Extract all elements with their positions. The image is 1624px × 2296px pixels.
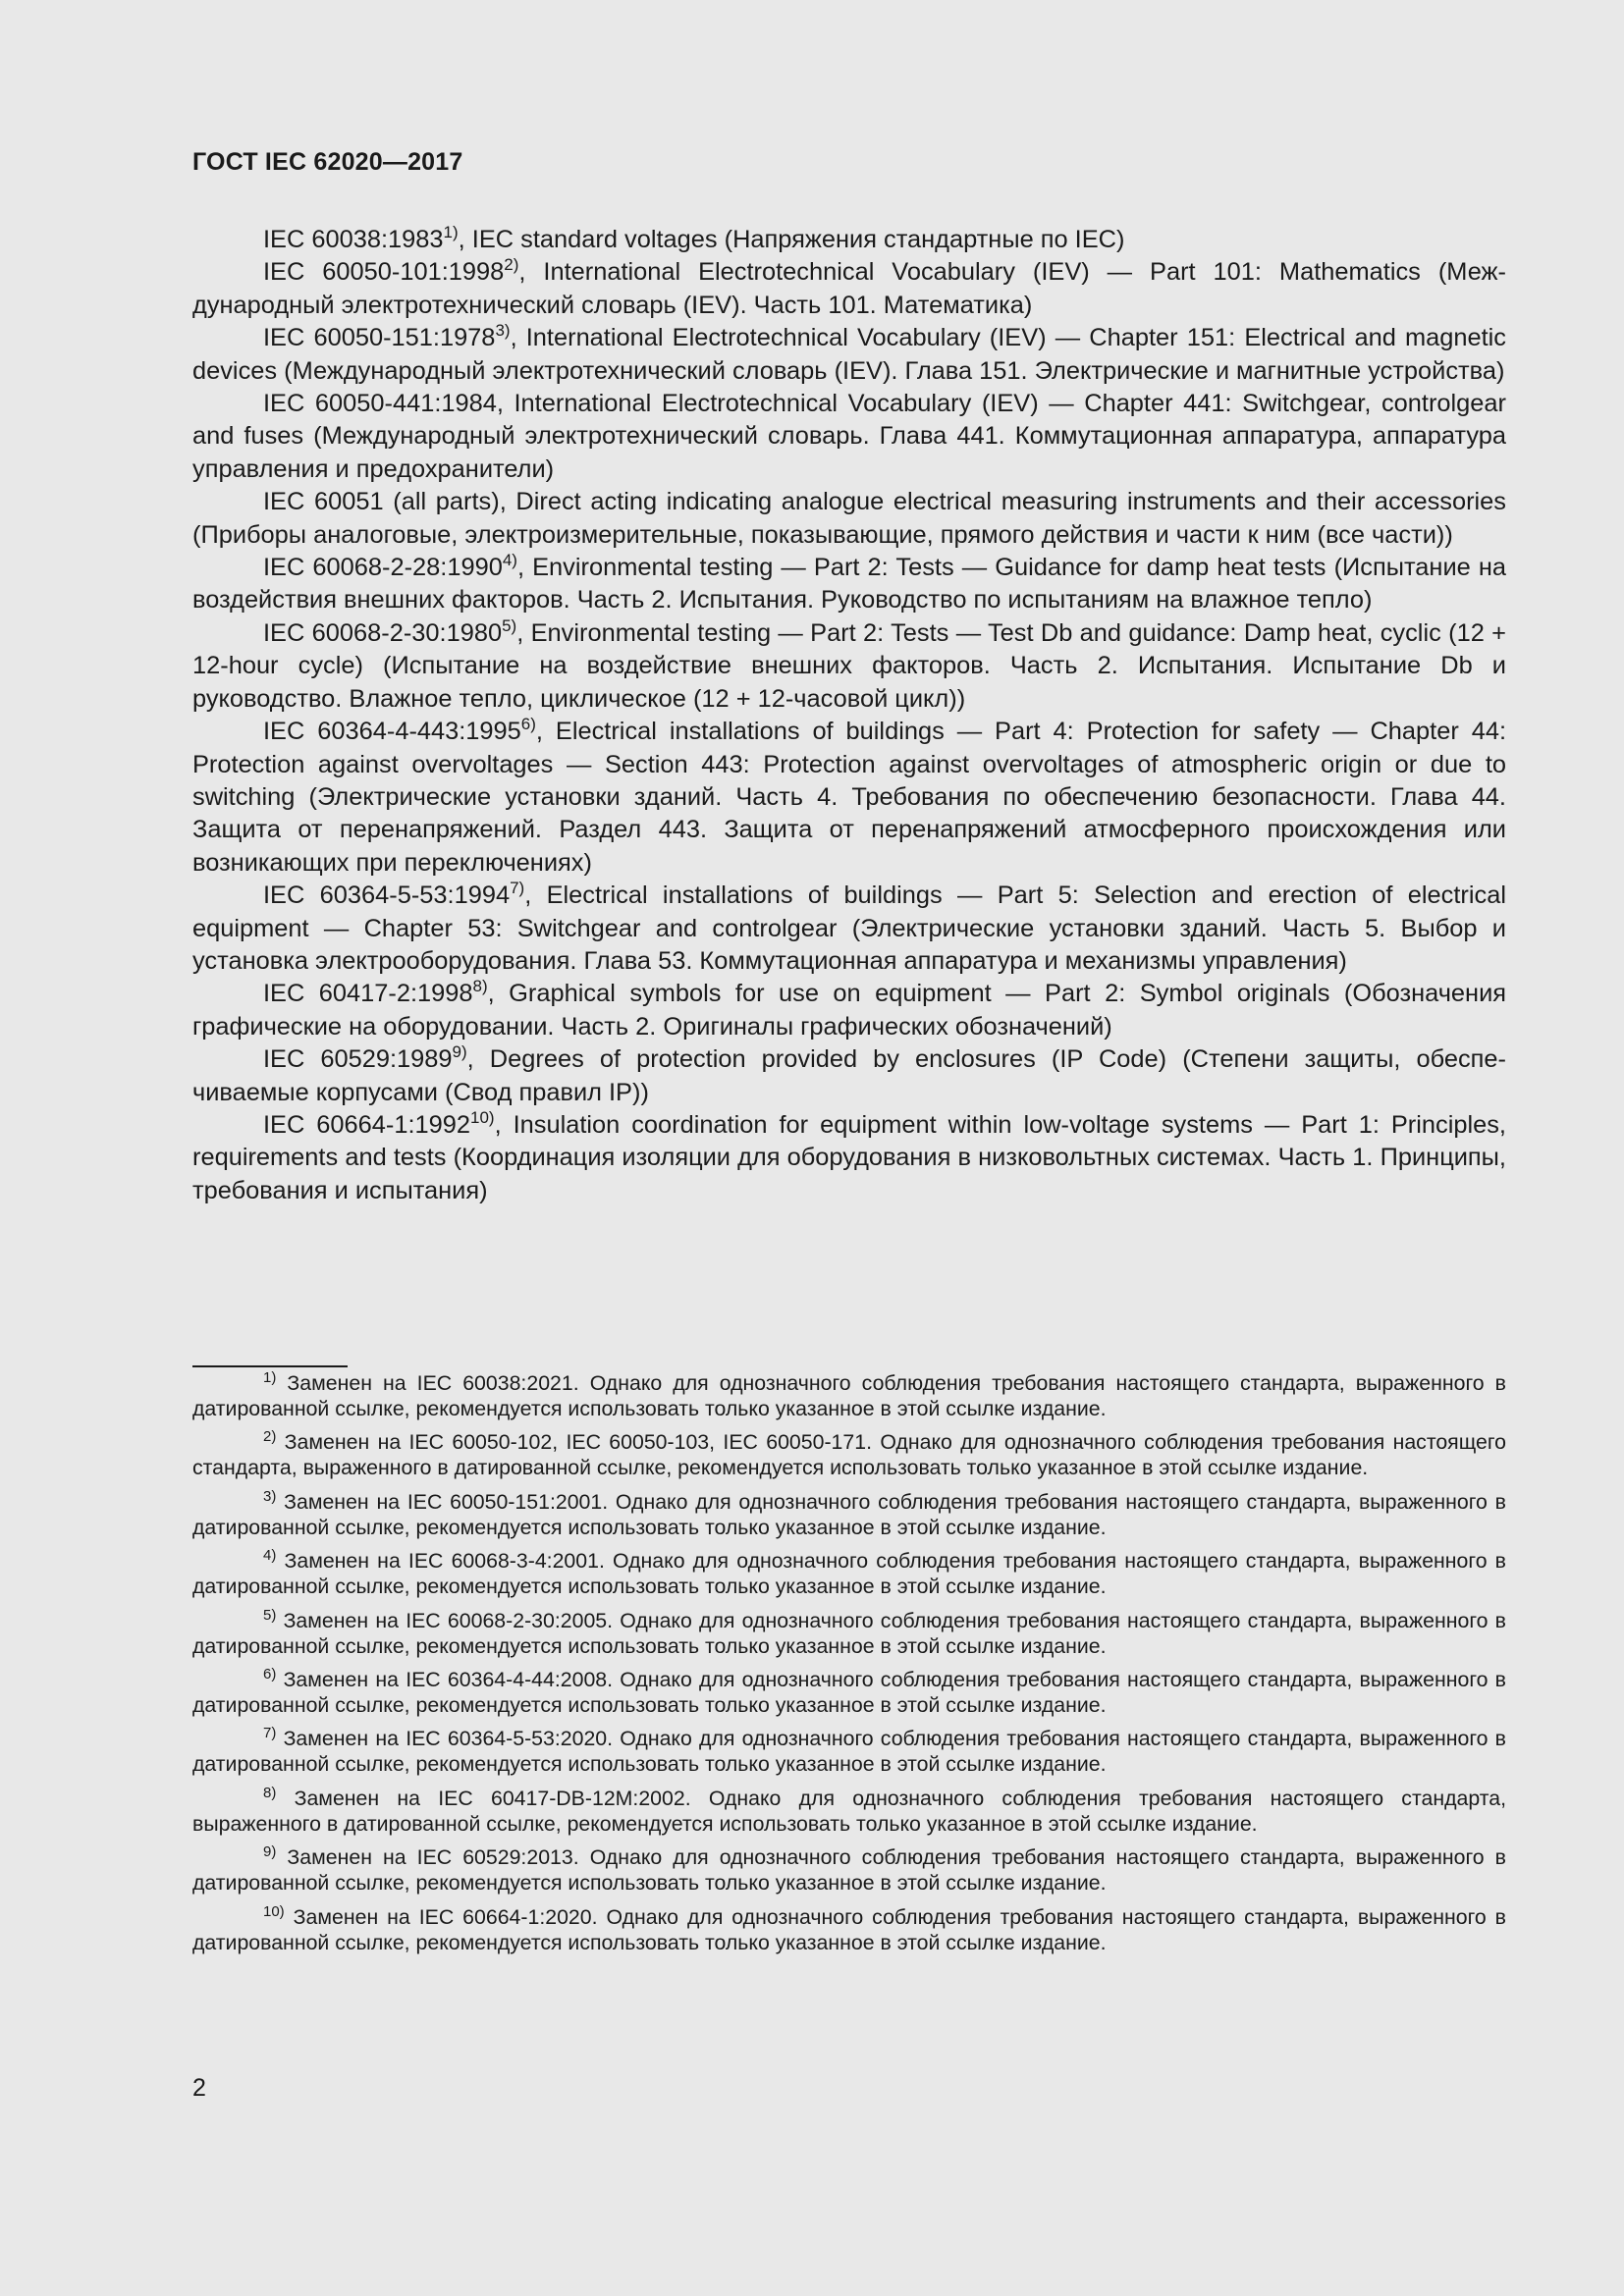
- reference-text: , Environmental testing — Part 2: Tests — Test Db and guidance: Damp heat, cyclic (12 + 12-hour cycle) (Испытание на воздействие внешних факторов. Часть 2. Испытания. Испытание Db и руководство. Влажное тепло, циклическое (12 + 12-часовой цикл)): [192, 618, 1506, 713]
- reference-item: [192, 224, 1506, 256]
- reference-item: [192, 978, 1506, 1043]
- reference-item: [192, 880, 1506, 978]
- footnote-text: Заменен на IEC 60050-102, IEC 60050-103, IEC 60050-171. Однако для однозначного соблюдения требования настоящего стандарта, выраженного в датированной ссылке, рекомендуется использовать только указанное в этой ссылке издание.: [192, 1430, 1506, 1480]
- reference-item: [192, 486, 1506, 552]
- footnote: [192, 1904, 1506, 1955]
- reference-code: IEC 60664-1:1992: [263, 1110, 470, 1139]
- reference-text: , International Electrotechnical Vocabulary (IEV) — Part 101: Mathematics (Международный электротехнический словарь (IEV). Часть 101. Математика): [192, 258, 1506, 319]
- page-number: 2: [192, 2074, 206, 2102]
- reference-text: , International Electrotechnical Vocabulary (IEV) — Chapter 151: Electrical and magnetic devices (Международный электротехнический словарь (IEV). Глава 151. Электрические и магнитные устройства): [192, 324, 1506, 385]
- footnote-text: Заменен на IEC 60529:2013. Однако для однозначного соблюдения требования настоящего стандарта, выраженного в датированной ссылке, рекомендуется использовать только указанное в этой ссылке издание.: [192, 1845, 1506, 1896]
- footnote-text: Заменен на IEC 60664-1:2020. Однако для однозначного соблюдения требования настоящего стандарта, выраженного в датированной ссылке, рекомендуется использовать только указанное в этой ссылке издание.: [192, 1904, 1506, 1954]
- footnote-marker[interactable]: 9): [452, 1042, 467, 1062]
- footnote-mark: 5): [263, 1606, 277, 1624]
- reference-code: IEC 60050-441:1984: [263, 390, 497, 418]
- reference-code: IEC 60050-151:1978: [263, 324, 496, 352]
- normative-references: [192, 224, 1506, 1207]
- footnote-marker[interactable]: 10): [470, 1107, 495, 1127]
- reference-item: [192, 256, 1506, 322]
- footnote-mark: 2): [263, 1428, 277, 1446]
- reference-item: [192, 322, 1506, 388]
- footnote-marker[interactable]: 8): [472, 977, 488, 996]
- footnote-mark: 7): [263, 1725, 277, 1742]
- footnote-marker[interactable]: 4): [502, 551, 517, 570]
- reference-text: , Electrical installations of buildings — Part 4: Protection for safety — Chapter 44: Protection against overvoltages — Section 443: Protection against overvoltages of atmospheric origin or due to switching (Электрические установки зданий. Часть 4. Требования по обеспечению безопасности. Глава 44. Защита от перенапряжений. Раздел 443. Защита от перенапряжений атмосферного происхождения или возникающих при переключениях): [192, 718, 1506, 877]
- footnote-text: Заменен на IEC 60068-2-30:2005. Однако для однозначного соблюдения требования настоящего стандарта, выраженного в датированной ссылке, рекомендуется использовать только указанное в этой ссылке издание.: [192, 1608, 1506, 1658]
- footnote-marker[interactable]: 6): [520, 715, 536, 734]
- reference-code: IEC 60364-5-53:1994: [263, 881, 511, 910]
- reference-code: IEC 60051 (all parts): [263, 488, 500, 516]
- reference-code: IEC 60068-2-28:1990: [263, 554, 503, 582]
- reference-code: IEC 60068-2-30:1980: [263, 618, 503, 647]
- footnote-marker[interactable]: 5): [502, 615, 517, 635]
- footnote-mark: 8): [263, 1784, 277, 1801]
- footnote: [192, 1548, 1506, 1599]
- reference-item: [192, 1043, 1506, 1109]
- reference-text: , Insulation coordination for equipment within low-voltage systems — Part 1: Principles, requirements and tests (Координация изоляции для оборудования в низковольтных системах. Часть 1. Принципы, требования и испытания): [192, 1110, 1506, 1204]
- footnote-text: Заменен на IEC 60038:2021. Однако для однозначного соблюдения требования настоящего стандарта, выраженного в датированной ссылке, рекомендуется использовать только указанное в этой ссылке издание.: [192, 1371, 1506, 1420]
- footnote: [192, 1429, 1506, 1480]
- footnote-text: Заменен на IEC 60364-4-44:2008. Однако для однозначного соблюдения требования настоящего стандарта, выраженного в датированной ссылке, рекомендуется использовать только указанное в этой ссылке издание.: [192, 1667, 1506, 1717]
- footnote-marker[interactable]: 1): [443, 223, 459, 241]
- footnote-marker[interactable]: 2): [504, 255, 519, 275]
- footnote-mark: 6): [263, 1665, 277, 1682]
- reference-text: , IEC standard voltages (Напряжения стандартные по IEC): [458, 226, 1125, 253]
- footnote-text: Заменен на IEC 60068-3-4:2001. Однако для однозначного соблюдения требования настоящего стандарта, выраженного в датированной ссылке, рекомендуется использовать только указанное в этой ссылке издание.: [192, 1549, 1506, 1599]
- reference-item: [192, 1109, 1506, 1207]
- footnote-mark: 9): [263, 1843, 277, 1861]
- footnote: [192, 1786, 1506, 1837]
- footnote: [192, 1844, 1506, 1896]
- footnote-marker[interactable]: 7): [510, 879, 525, 898]
- reference-text: , Graphical symbols for use on equipment — Part 2: Symbol originals (Обозначения графические на оборудовании. Часть 2. Оригиналы графических обозначений): [192, 980, 1507, 1041]
- reference-text: , Environmental testing — Part 2: Tests — Guidance for damp heat tests (Испытание на воздействия внешних факторов. Часть 2. Испытания. Руководство по испытаниям на влажное тепло): [192, 554, 1506, 614]
- footnote-marker[interactable]: 3): [495, 321, 511, 341]
- reference-text: , Direct acting indicating analogue electrical measuring instruments and their accessories (Приборы аналоговые, электроизмерительные, показывающие, прямого действия и части к ним (все части)): [192, 488, 1506, 549]
- footnote-mark: 4): [263, 1547, 277, 1565]
- footnote-text: Заменен на IEC 60417-DB-12M:2002. Однако для однозначного соблюдения требования настоящего стандарта, выраженного в датированной ссылке, рекомендуется использовать только указанное в этой ссылке издание.: [192, 1786, 1506, 1836]
- footnote-divider: [192, 1365, 348, 1367]
- reference-code: IEC 60050-101:1998: [263, 258, 505, 287]
- footnote: [192, 1667, 1506, 1718]
- reference-code: IEC 60417-2:1998: [263, 980, 473, 1008]
- footnote: [192, 1370, 1506, 1421]
- reference-text: , Electrical installations of buildings — Part 5: Selection and erection of electrical equipment — Chapter 53: Switchgear and controlgear (Электрические установки зданий. Часть 5. Выбор и установка электрооборудования. Глава 53. Коммутационная аппаратура и механизмы управления): [192, 881, 1506, 975]
- footnote: [192, 1608, 1506, 1659]
- reference-code: IEC 60364-4-443:1995: [263, 718, 521, 746]
- page-header: ГОСТ IEC 62020—2017: [192, 148, 463, 176]
- reference-text: , Degrees of protection provided by enclosures (IP Code) (Степени защиты, обеспечиваемые корпусами (Свод правил IP)): [192, 1045, 1506, 1106]
- footnote-mark: 3): [263, 1487, 277, 1505]
- footnote-text: Заменен на IEC 60364-5-53:2020. Однако для однозначного соблюдения требования настоящего стандарта, выраженного в датированной ссылке, рекомендуется использовать только указанное в этой ссылке издание.: [192, 1727, 1506, 1777]
- footnote-mark: 1): [263, 1369, 277, 1386]
- footnote: [192, 1726, 1506, 1777]
- footnotes: [192, 1370, 1506, 1963]
- reference-code: IEC 60529:1989: [263, 1045, 453, 1074]
- reference-item: [192, 716, 1506, 880]
- footnote: [192, 1489, 1506, 1540]
- reference-item: [192, 617, 1506, 716]
- reference-item: [192, 552, 1506, 617]
- footnote-text: Заменен на IEC 60050-151:2001. Однако для однозначного соблюдения требования настоящего стандарта, выраженного в датированной ссылке, рекомендуется использовать только указанное в этой ссылке издание.: [192, 1489, 1506, 1539]
- reference-item: [192, 388, 1506, 486]
- reference-text: , International Electrotechnical Vocabulary (IEV) — Chapter 441: Switchgear, controlgear and fuses (Международный электротехнический словарь. Глава 441. Коммутационная аппаратура, аппаратура управления и предохранители): [192, 390, 1506, 483]
- reference-code: IEC 60038:1983: [263, 226, 444, 253]
- footnote-mark: 10): [263, 1902, 285, 1920]
